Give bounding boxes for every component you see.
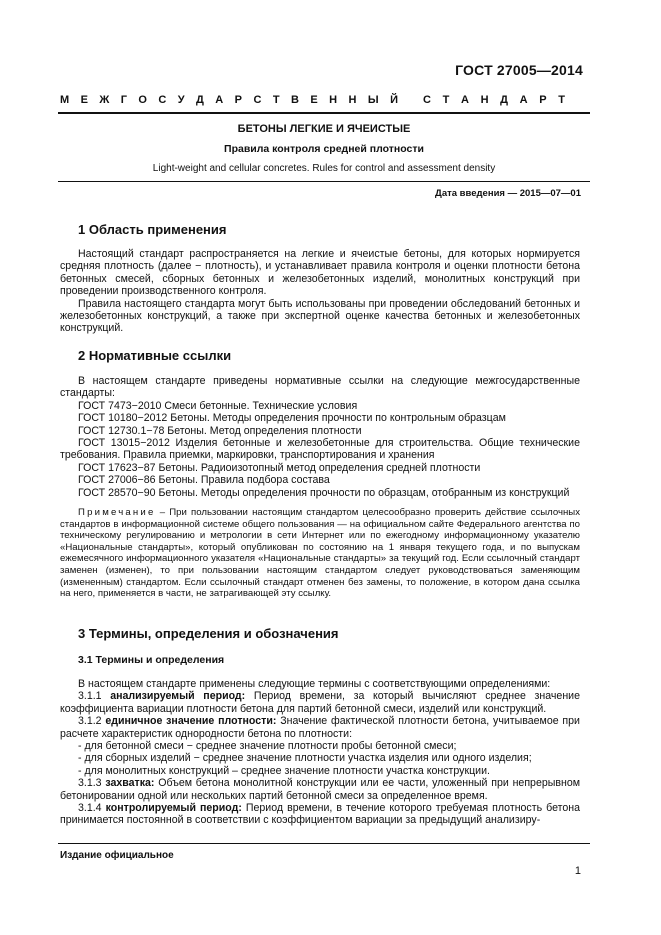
heading-letter: У: [177, 94, 185, 106]
heading-letter: Т: [272, 94, 280, 106]
heading-letter: Д: [196, 94, 204, 106]
subsection-3-1-heading: 3.1 Термины и определения: [78, 654, 225, 666]
heading-letter: Й: [390, 94, 398, 106]
term-number: 3.1.4: [78, 802, 106, 815]
section-1-paragraph-1: Настоящий стандарт распространяется на легкие и ячеистые бетоны, для которых нормируется средняя плотность (далее − плотность), и устанавливает правила контроля и оценки плотности бетона бетонных смесей, сборных бетонных и железобетонных изделий, монолитных конструкций при проведении производственного контроля.: [60, 248, 580, 298]
reference-item: ГОСТ 17623−87 Бетоны. Радиоизотопный метод определения средней плотности: [78, 461, 481, 474]
term-definition: Объем бетона монолитной конструкции или ее части, уложенный при непрерывном бетонировании одной или нескольких партий бетонной смеси за определенное время.: [60, 777, 580, 802]
introduction-date: Дата введения — 2015—07—01: [435, 188, 581, 199]
term-name: анализируемый период:: [110, 690, 246, 703]
reference-item: ГОСТ 13015−2012 Изделия бетонные и железобетонные для строительства. Общие технические требования. Правила приемки, маркировки, транспортирования и хранения: [60, 437, 580, 462]
footer-rule: [58, 843, 590, 844]
term-number: 3.1.2: [78, 715, 106, 728]
reference-note: [60, 507, 580, 600]
title-rule: [58, 181, 590, 182]
heading-letter: С: [423, 94, 431, 106]
section-2-heading: 2 Нормативные ссылки: [78, 348, 232, 363]
reference-item: ГОСТ 28570−90 Бетоны. Методы определения прочности по образцам, отобранным из конструкций: [78, 486, 570, 499]
heading-letter: Ж: [99, 94, 110, 106]
term-definition: Период времени, за который вычисляют среднее значение коэффициента вариации плотности бетона для партий бетонной смеси, изделий или конструкций.: [60, 690, 580, 715]
term-definition: Значение фактической плотности бетона, учитываемое при расчете характеристик однородности бетона по плотности:: [60, 715, 580, 740]
heading-letter: В: [290, 94, 299, 106]
heading-letter: А: [460, 94, 469, 106]
reference-item: ГОСТ 12730.1−78 Бетоны. Метод определения плотности: [78, 424, 362, 437]
reference-item: ГОСТ 10180−2012 Бетоны. Методы определения прочности по контрольным образцам: [78, 412, 506, 425]
heading-letter: Д: [500, 94, 508, 106]
section-3-intro: В настоящем стандарте применены следующие термины с соответствующими определениями:: [78, 678, 551, 690]
document-english-title: Light-weight and cellular concretes. Rules for control and assessment density: [152, 163, 496, 174]
heading-letter: М: [60, 94, 70, 106]
heading-letter: Е: [310, 94, 318, 106]
section-1-heading: 1 Область применения: [78, 222, 227, 237]
heading-letter: А: [519, 94, 528, 106]
official-edition-label: Издание официальное: [60, 850, 174, 861]
section-1-body: [60, 248, 580, 335]
section-2-intro: В настоящем стандарте приведены нормативные ссылки на следующие межгосударственные стандарты:: [60, 375, 580, 400]
term-name: единичное значение плотности:: [105, 715, 277, 728]
list-item: - для сборных изделий − среднее значение плотности участка изделия или одного изделия;: [78, 752, 532, 765]
list-item: - для монолитных конструкций – среднее значение плотности участка конструкции.: [78, 764, 490, 777]
interstate-word-2: [423, 94, 565, 106]
reference-item: ГОСТ 7473−2010 Смеси бетонные. Технические условия: [78, 399, 358, 412]
heading-letter: Е: [80, 94, 88, 106]
note-label: Примечание: [78, 507, 156, 519]
term-number: 3.1.3: [78, 777, 106, 790]
term-definition: Период времени, в течение которого требуемая плотность бетона принимается постоянной в соответствии с коэффициентом вариации за предыдущий анализиру-: [60, 802, 580, 827]
term-3-1-1: [60, 690, 580, 715]
heading-letter: Т: [558, 94, 565, 106]
section-2-body: [60, 375, 580, 600]
term-name: захватка:: [105, 777, 155, 790]
gost-number: ГОСТ 27005—2014: [455, 62, 583, 78]
term-3-1-3: [60, 777, 580, 802]
interstate-standard-heading: [60, 94, 565, 106]
note-text: – При пользовании настоящим стандартом целесообразно проверить действие ссылочных стандартов в информационной системе общего пользования — на официальном сайте Федерального агентства по техническому регулированию и метрологии в сети Интернет или по ежегодному информационному указателю «Национальные стандарты», который опубликован по состоянию на 1 января текущего года, и по выпускам ежемесячного информационного указателя «Национальные стандарты» за текущий год. Если ссылочный стандарт заменен (изменен), то при пользовании настоящим стандартом следует руководствоваться заменяющим (измененным) стандартом. Если ссылочный стандарт отменен без замены, то положение, в котором дана ссылка на него, применяется в части, не затрагивающей эту ссылку.: [60, 507, 580, 600]
term-number: 3.1.1: [78, 690, 111, 703]
page-number: 1: [574, 865, 581, 877]
heading-letter: Н: [480, 94, 489, 106]
heading-letter: О: [138, 94, 147, 106]
heading-letter: Р: [234, 94, 243, 106]
reference-item: ГОСТ 27006−86 Бетоны. Правила подбора состава: [78, 474, 330, 487]
document-title: БЕТОНЫ ЛЕГКИЕ И ЯЧЕИСТЫЕ: [237, 123, 411, 135]
section-1-paragraph-2: Правила настоящего стандарта могут быть использованы при проведении обследований бетонных и железобетонных конструкций, а также при экспертной оценке качества бетонных и железобетонных конструкций.: [60, 297, 580, 335]
heading-letter: С: [253, 94, 262, 106]
heading-letter: Н: [329, 94, 338, 106]
term-name: контролируемый период:: [105, 802, 242, 815]
heading-letter: Т: [442, 94, 450, 106]
interstate-word-1: [60, 94, 398, 106]
term-3-1-2: [60, 715, 580, 740]
heading-letter: А: [215, 94, 224, 106]
top-rule: [58, 112, 590, 114]
document-subtitle: Правила контроля средней плотности: [224, 143, 424, 155]
heading-letter: Ы: [367, 94, 379, 106]
section-3-body: [60, 678, 580, 827]
heading-letter: Г: [120, 94, 127, 106]
section-3-heading: 3 Термины, определения и обозначения: [78, 626, 339, 641]
list-item: - для бетонной смеси − среднее значение плотности пробы бетонной смеси;: [78, 740, 457, 753]
heading-letter: Р: [539, 94, 547, 106]
heading-letter: Н: [348, 94, 357, 106]
term-3-1-4: [60, 802, 580, 827]
heading-letter: С: [158, 94, 167, 106]
